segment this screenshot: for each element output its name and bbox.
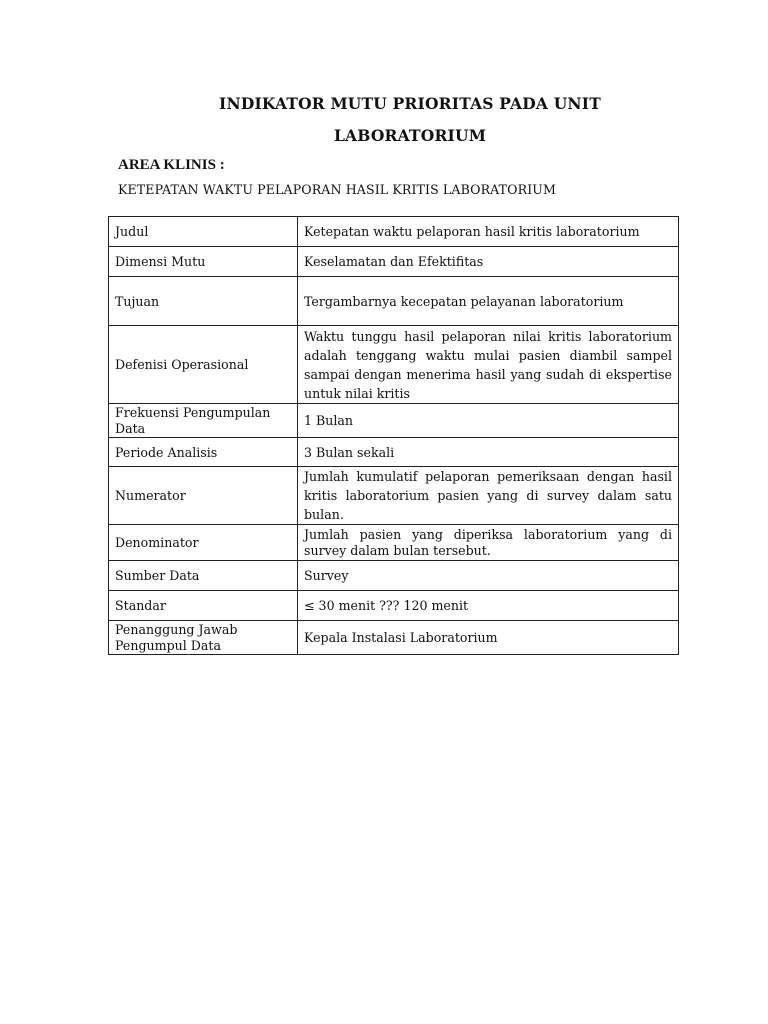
table-row	[109, 467, 679, 525]
row-value: Tergambarnya kecepatan pelayanan laboratorium	[298, 277, 679, 326]
indicator-table	[108, 216, 679, 655]
row-label: Numerator	[109, 467, 298, 525]
table-row	[109, 621, 679, 655]
table-row	[109, 591, 679, 621]
row-label: Denominator	[109, 525, 298, 561]
row-value: ≤ 30 menit ??? 120 menit	[298, 591, 679, 621]
row-label: Periode Analisis	[109, 438, 298, 467]
table-row	[109, 404, 679, 438]
area-label: AREA KLINIS :	[118, 157, 225, 173]
row-value: 3 Bulan sekali	[298, 438, 679, 467]
row-value: Jumlah kumulatif pelaporan pemeriksaan dengan hasil kritis laboratorium pasien yang di survey dalam satu bulan.	[298, 467, 679, 525]
row-value: Jumlah pasien yang diperiksa laboratorium yang di survey dalam bulan tersebut.	[298, 525, 679, 561]
table-row	[109, 277, 679, 326]
document-title-line-1: INDIKATOR MUTU PRIORITAS PADA UNIT	[219, 94, 601, 113]
row-value: 1 Bulan	[298, 404, 679, 438]
table-row	[109, 525, 679, 561]
row-label: Sumber Data	[109, 561, 298, 591]
table-row	[109, 438, 679, 467]
row-label: Frekuensi Pengumpulan Data	[109, 404, 298, 438]
document-title-line-2: LABORATORIUM	[333, 126, 487, 145]
row-value: Kepala Instalasi Laboratorium	[298, 621, 679, 655]
row-value: Keselamatan dan Efektifitas	[298, 247, 679, 277]
row-value: Ketepatan waktu pelaporan hasil kritis laboratorium	[298, 217, 679, 247]
area-value: KETEPATAN WAKTU PELAPORAN HASIL KRITIS LABORATORIUM	[118, 182, 556, 197]
row-label: Judul	[109, 217, 298, 247]
table-row	[109, 247, 679, 277]
row-value: Waktu tunggu hasil pelaporan nilai kritis laboratorium adalah tenggang waktu mulai pasien diambil sampel sampai dengan menerima hasil yang sudah di ekspertise untuk nilai kritis	[298, 326, 679, 404]
row-label: Standar	[109, 591, 298, 621]
row-label: Dimensi Mutu	[109, 247, 298, 277]
table-row	[109, 217, 679, 247]
row-label: Penanggung Jawab Pengumpul Data	[109, 621, 298, 655]
row-label: Defenisi Operasional	[109, 326, 298, 404]
row-value: Survey	[298, 561, 679, 591]
row-label: Tujuan	[109, 277, 298, 326]
table-row	[109, 561, 679, 591]
table-row	[109, 326, 679, 404]
